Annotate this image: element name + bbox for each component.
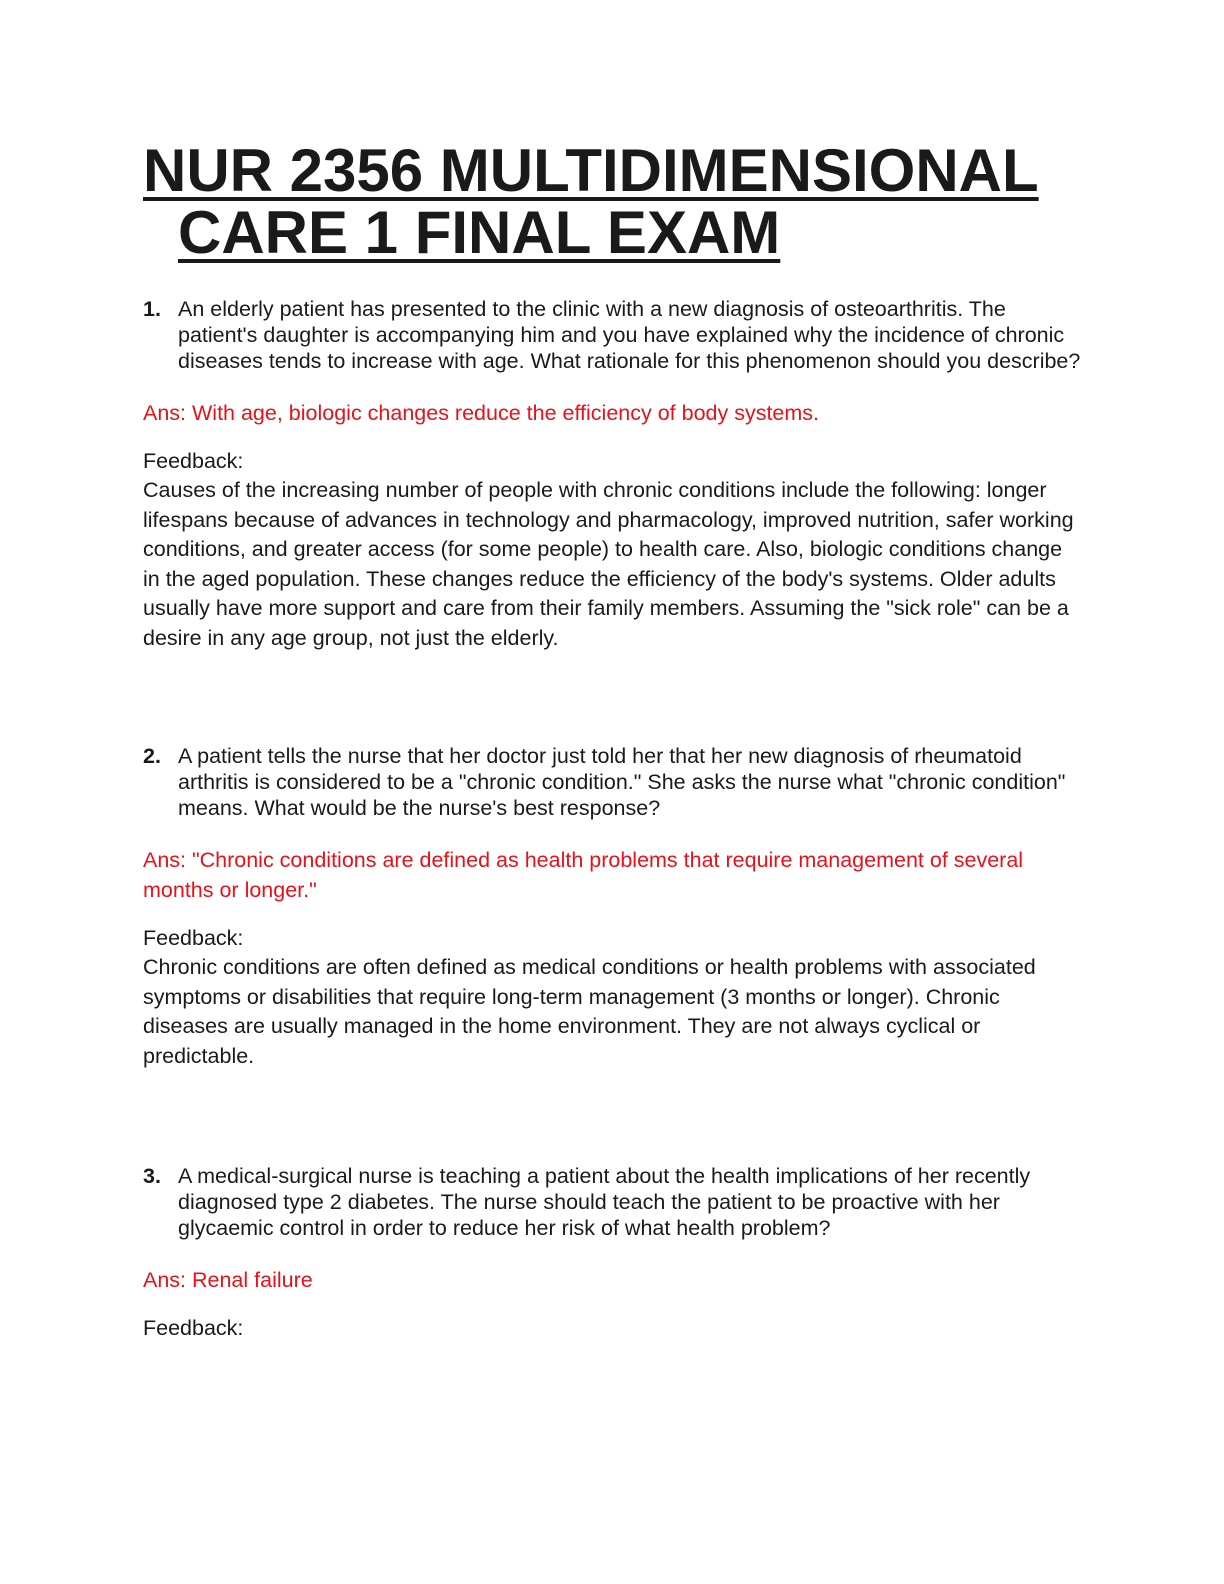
question-number: 1.	[143, 297, 161, 321]
answer-1: Ans: With age, biologic changes reduce the efficiency of body systems.	[143, 401, 820, 425]
answer-3: Ans: Renal failure	[143, 1268, 313, 1292]
feedback-label-3: Feedback:	[143, 1316, 244, 1340]
question-text: A patient tells the nurse that her doctor just told her that her new diagnosis of rheumatoid arthritis is considered to be a "chronic condition." She asks the nurse what "chronic condition" means. What would be the nurse's best response?	[178, 744, 1066, 820]
answer-2: Ans: "Chronic conditions are defined as health problems that require management of several months or longer."	[143, 848, 1024, 902]
feedback-text-1: Causes of the increasing number of people with chronic conditions include the following: longer lifespans because of advances in technology and pharmacology, improved nutrition, safer working conditions, and greater access (for some people) to health care. Also, biologic conditions change in the aged population. These changes reduce the efficiency of the body's systems. Older adults usually have more support and care from their family members. Assuming the "sick role" can be a desire in any age group, not just the elderly.	[143, 478, 1074, 650]
question-text: An elderly patient has presented to the clinic with a new diagnosis of osteoarthritis. The patient's daughter is accompanying him and you have explained why the incidence of chronic diseases tends to increase with age. What rationale for this phenomenon should you describe?	[178, 297, 1081, 373]
question-2	[143, 743, 1083, 821]
question-number: 2.	[143, 744, 161, 768]
document-page	[143, 137, 1083, 1343]
feedback-label-2: Feedback:	[143, 926, 244, 950]
question-1	[143, 296, 1083, 374]
feedback-label-1: Feedback:	[143, 449, 244, 473]
question-number: 3.	[143, 1164, 161, 1188]
title-line-1: NUR 2356 MULTIDIMENSIONAL	[143, 137, 1039, 204]
question-3	[143, 1163, 1083, 1241]
feedback-text-2: Chronic conditions are often defined as medical conditions or health problems with associated symptoms or disabilities that require long-term management (3 months or longer). Chronic diseases are usually managed in the home environment. They are not always cyclical or predictable.	[143, 955, 1036, 1068]
document-title	[143, 137, 1083, 266]
title-line-2: CARE 1 FINAL EXAM	[178, 199, 781, 266]
question-text: A medical-surgical nurse is teaching a patient about the health implications of her recently diagnosed type 2 diabetes. The nurse should teach the patient to be proactive with her glycaemic control in order to reduce her risk of what health problem?	[178, 1164, 1031, 1240]
